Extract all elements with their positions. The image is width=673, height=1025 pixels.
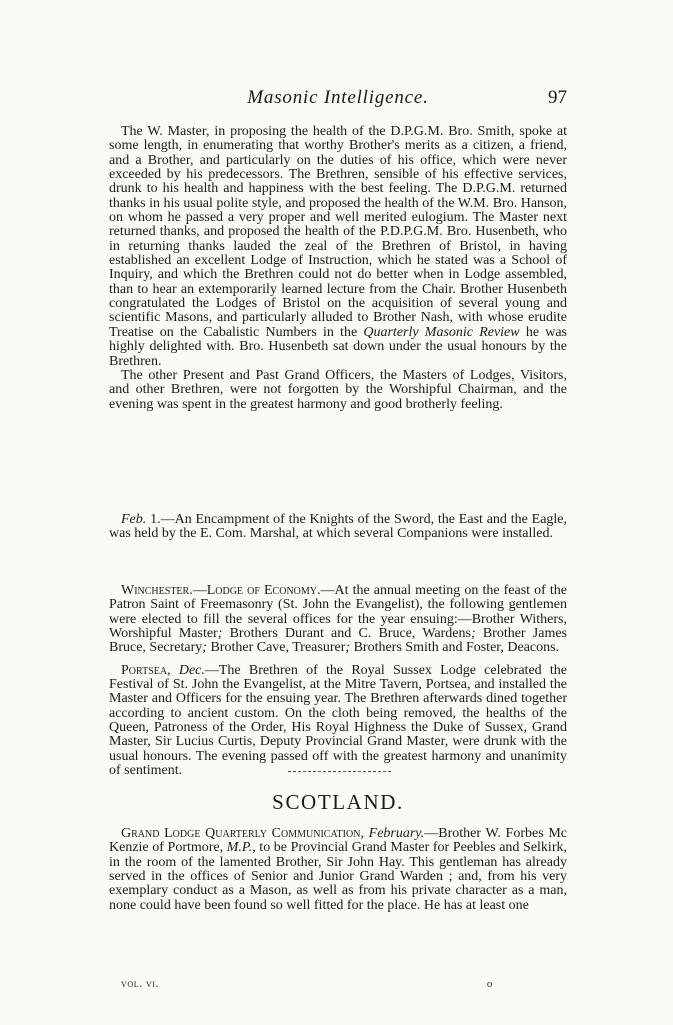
grand-lodge-heading: Grand Lodge Quarterly Communication, [121,826,364,841]
running-title: Masonic Intelligence. [247,87,429,108]
place-portsea: Portsea, [121,662,171,678]
lodge-name: —Lodge of Economy. [192,583,321,598]
england-reports [109,584,567,778]
running-head [109,87,567,111]
review-title: Quarterly Masonic Review [363,324,520,340]
page-footer [121,978,493,994]
section-heading-scotland: SCOTLAND. [272,790,404,814]
bristol-report [109,125,567,412]
paragraph-grand-lodge: Grand Lodge Quarterly Communication, February.—Brother W. Forbes Mc Kenzie of Portmore, M.P., to be Provincial Grand Master for Peebles and Selkirk, in the room of the lamented Brother, Sir John Hay. This gentleman has already served in the offices of Senior and Junior Grand Warden ; and, from his very exemplary conduct as a Mason, as well as from his private character as a man, none could have been found so well fitted for the place. He has at least one [109,826,568,913]
date-february: February. [368,826,425,841]
paragraph-officers: The other Present and Past Grand Officers, the Masters of Lodges, Visitors, and other Brethren, were not forgotten by the Worshipful Chairman, and the evening was spent in the greatest harmony and good brotherly feeling. [109,367,567,412]
signature-mark: o [486,978,493,990]
paragraph-toasts: The W. Master, in proposing the health of the D.P.G.M. Bro. Smith, spoke at some length, in enumerating that worthy Brother's merits as a citizen, a friend, and a Brother, and particularly on the duties of his office, which were never exceeded by his predecessors. The Brethren, sensible of his effective services, drunk to his health and happiness with the best feeling. The D.P.G.M. returned thanks in his usual polite style, and proposed the health of the W.M. Bro. Hanson, on whom he passed a very proper and well merited eulogium. The Master next returned thanks, and proposed the health of the P.D.P.G.M. Bro. Husenbeth, who in returning thanks lauded the zeal of the Brethren of Bristol, in having established an excellent Lodge of Instruction, which he stated was a School of Inquiry, and which the Brethren could not do better when in Lodge assembled, than to hear an extemporarily learned lecture from the Chair. Brother Husenbeth congratulated the Lodges of Bristol on the acquisition of several young and scientific Masons, and particularly alluded to Brother Nash, with whose erudite Treatise on the Cabalistic Numbers in the Quarterly Masonic Review he was highly delighted with. Bro. Husenbeth sat down under the usual honours by the Brethren. [109,124,568,369]
paragraph-winchester: Winchester.—Lodge of Economy.—At the annual meeting on the feast of the Patron Saint of Freemasonry (St. John the Evangelist), the following gentlemen were elected to fill the several offices for the year ensuing:—Brother Withers, Worshipful Master; Brothers Durant and C. Bruce, Wardens; Brother James Bruce, Secretary; Brother Cave, Treasurer; Brothers Smith and Foster, Deacons. [109,583,567,656]
scotland-report [109,827,567,913]
date-dec: Dec. [178,662,205,678]
place-winchester: Winchester. [121,583,193,598]
paragraph-portsea: Portsea, Dec.—The Brethren of the Royal Sussex Lodge celebrated the Festival of St. John the Evangelist, at the Mitre Tavern, Portsea, and installed the Master and Officers for the ensuing year. The Brethren afterwards dined together according to ancient custom. On the cloth being removed, the healths of the Queen, Patroness of the Order, His Royal Highness the Duke of Sussex, Grand Master, Sir Lucius Curtis, Deputy Provincial Grand Master, were drunk with the usual honours. The evening passed off with the greatest harmony and unanimity of sentiment. [109,662,568,779]
section-divider [288,771,391,772]
page-number: 97 [548,87,567,108]
volume-label: vol. vi. [121,978,159,990]
encampment-report [109,513,567,542]
paragraph-encampment: Feb. 1.—An Encampment of the Knights of the Sword, the East and the Eagle, was held by the E. Com. Marshal, at which several Companions were installed. [109,512,568,542]
